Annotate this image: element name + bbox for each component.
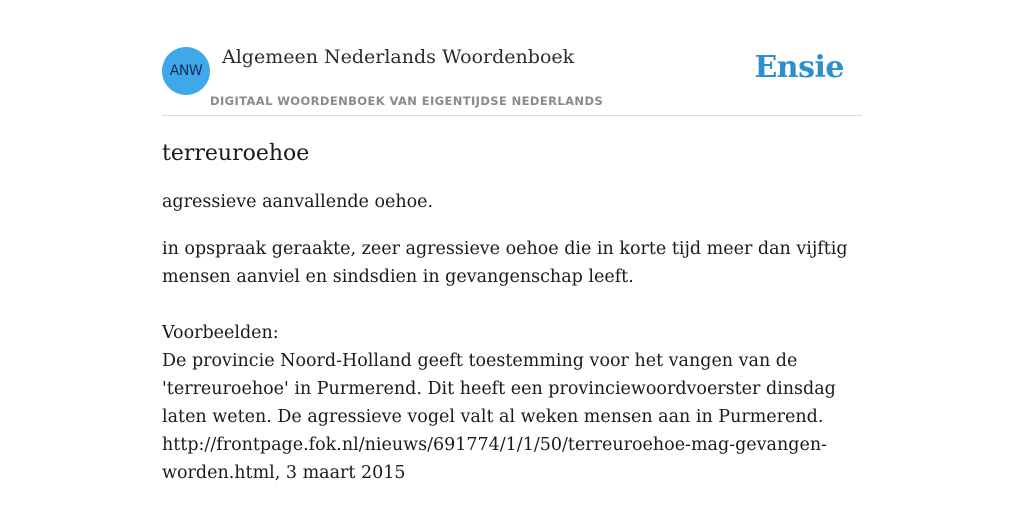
example-text: De provincie Noord-Holland geeft toestemming voor het vangen van de 'terreuroehoe' in Purmerend. Dit heeft een provinciewoordvoerster dinsdag laten weten. De agressieve vogel valt al weken mensen aan in Purmerend. [162,351,836,427]
header [162,44,862,116]
ensie-brand-logo[interactable]: Ensie [754,50,844,85]
site-subtitle: DIGITAAL WOORDENBOEK VAN EIGENTIJDSE NEDERLANDS [210,94,604,108]
example-source: http://frontpage.fok.nl/nieuws/691774/1/1/50/terreuroehoe-mag-gevangen-worden.html, 3 maart 2015 [162,435,827,483]
examples-block [162,319,862,487]
entry-content [162,136,862,487]
short-definition: agressieve aanvallende oehoe. [162,192,434,212]
entry-headword: terreuroehoe [162,141,310,166]
long-definition: in opspraak geraakte, zeer agressieve oehoe die in korte tijd meer dan vijftig mensen aanviel en sindsdien in gevangenschap leeft. [162,239,848,287]
site-title[interactable]: Algemeen Nederlands Woordenboek [222,46,575,68]
anw-logo[interactable]: ANW [162,47,210,95]
examples-label: Voorbeelden: [162,323,279,343]
